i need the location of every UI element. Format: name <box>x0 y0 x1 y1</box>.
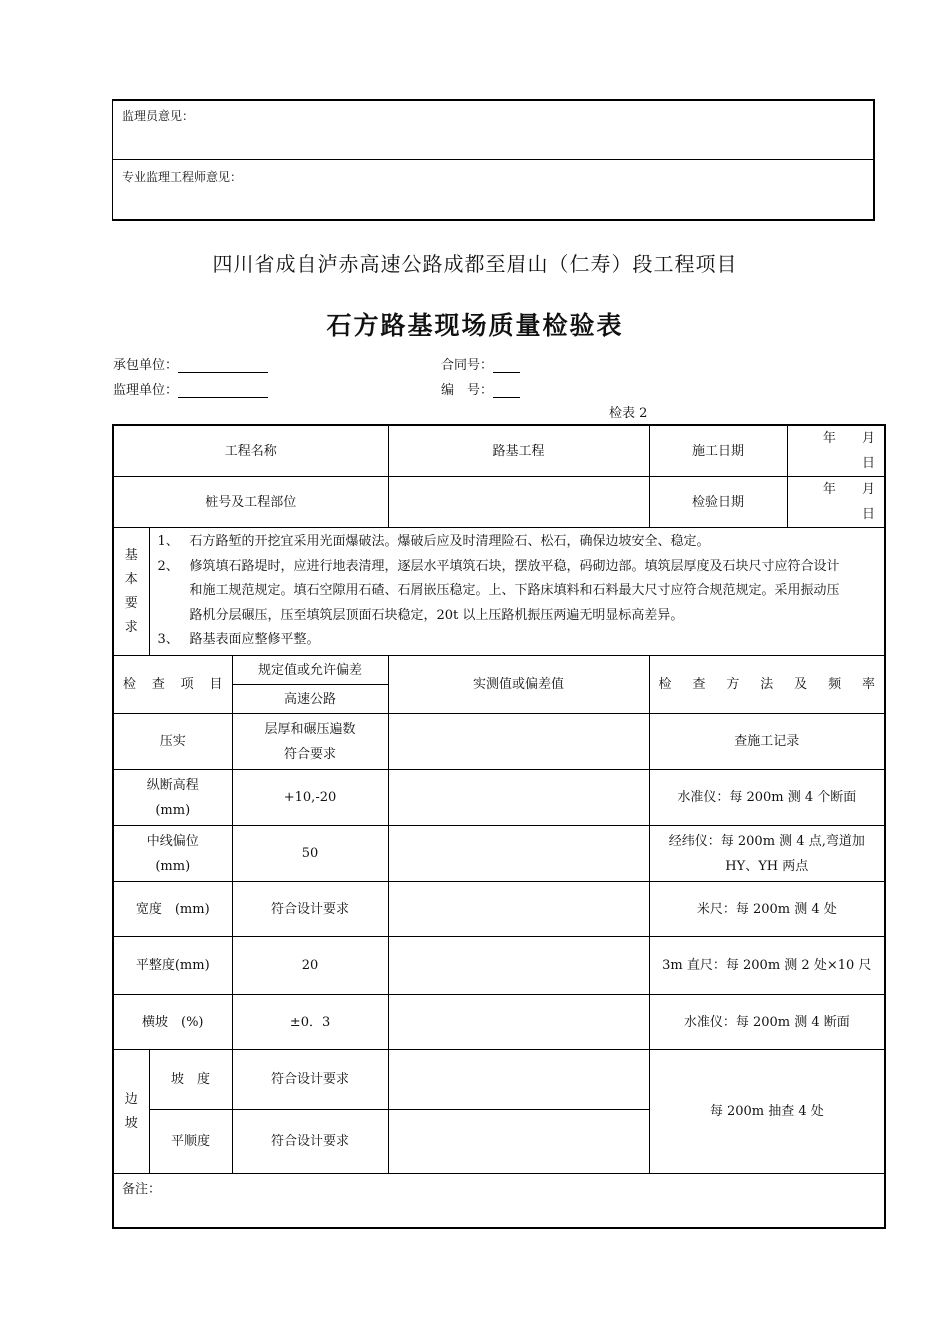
requirement-2-cont: 路机分层碾压，压至填筑层顶面石块稳定，20t 以上压路机振压两遍无明显标高差异。 <box>189 607 684 623</box>
supervisor-unit-label: 监理单位： <box>113 383 179 398</box>
col-item-header: 检 查 项 目 <box>113 656 232 714</box>
month-label: 月 <box>862 431 876 446</box>
table-row <box>113 770 885 826</box>
measured-flatness[interactable] <box>388 937 649 995</box>
measured-cross-slope[interactable] <box>388 995 649 1050</box>
item-elevation: 纵断高程 (mm) <box>113 770 232 826</box>
day-label: 日 <box>862 456 876 471</box>
col-highway-header: 高速公路 <box>232 685 388 714</box>
method-compaction: 查施工记录 <box>649 714 885 770</box>
contractor-field <box>113 354 268 373</box>
method-flatness: 3m 直尺：每 200m 测 2 处×10 尺 <box>649 937 885 995</box>
supervisor-unit-field <box>113 379 268 398</box>
station-label: 桩号及工程部位 <box>113 477 388 528</box>
spec-slope-smoothness: 符合设计要求 <box>232 1110 388 1174</box>
requirement-2-cont: 和施工规范规定。填石空隙用石碴、石屑嵌压稳定。上、下路床填料和石料最大尺寸应符合规范规定。采用振动压 <box>189 583 840 599</box>
contract-no-field <box>441 354 520 373</box>
item-width: 宽度 (mm) <box>113 882 232 937</box>
measured-slope-smoothness[interactable] <box>388 1110 649 1174</box>
measured-elevation[interactable] <box>388 770 649 826</box>
form-title: 石方路基现场质量检验表 <box>326 311 624 340</box>
project-title: 四川省成自泸赤高速公路成都至眉山（仁寿）段工程项目 <box>212 252 738 276</box>
method-slope: 每 200m 抽查 4 处 <box>649 1050 885 1174</box>
col-measured-header: 实测值或偏差值 <box>388 656 649 714</box>
spec-elevation: +10,-20 <box>232 770 388 826</box>
remark-row <box>113 1174 885 1228</box>
table-row <box>113 826 885 882</box>
col-spec-header: 规定值或允许偏差 <box>232 656 388 685</box>
contract-no-label: 合同号： <box>441 358 494 373</box>
inspection-date-value[interactable] <box>787 477 885 528</box>
opinion-box <box>112 99 875 221</box>
spec-compaction: 层厚和碾压遍数 符合要求 <box>232 714 388 770</box>
requirement-3: 3、 路基表面应整修平整。 <box>157 632 320 648</box>
construction-date-label: 施工日期 <box>649 425 787 477</box>
spec-flatness: 20 <box>232 937 388 995</box>
year-label: 年 <box>822 431 836 446</box>
serial-no-label: 编 号： <box>441 383 494 398</box>
inspection-date-label: 检验日期 <box>649 477 787 528</box>
supervisor-opinion-label: 监理员意见： <box>122 109 195 123</box>
remark-label: 备注： <box>122 1182 162 1197</box>
year-label: 年 <box>822 482 836 497</box>
item-slope-smoothness: 平顺度 <box>149 1110 232 1174</box>
measured-centerline[interactable] <box>388 826 649 882</box>
contract-no-blank[interactable] <box>493 358 520 373</box>
col-method-header: 检 查 方 法 及 频 率 <box>649 656 885 714</box>
remark-cell[interactable] <box>113 1174 885 1228</box>
measured-slope-grade[interactable] <box>388 1050 649 1110</box>
table-row <box>113 937 885 995</box>
project-name-label: 工程名称 <box>113 425 388 477</box>
item-centerline: 中线偏位 (mm) <box>113 826 232 882</box>
slope-label: 边 坡 <box>113 1050 149 1174</box>
basic-requirements-row <box>113 528 885 656</box>
project-name-value: 路基工程 <box>388 425 649 477</box>
spec-centerline: 50 <box>232 826 388 882</box>
table-row <box>113 425 885 477</box>
item-slope-grade: 坡 度 <box>149 1050 232 1110</box>
inspection-table <box>112 424 886 1229</box>
table-row <box>113 995 885 1050</box>
engineer-opinion-label: 专业监理工程师意见： <box>122 170 243 184</box>
method-cross-slope: 水准仪：每 200m 测 4 断面 <box>649 995 885 1050</box>
construction-date-value[interactable] <box>787 425 885 477</box>
item-cross-slope: 横坡 (%) <box>113 995 232 1050</box>
contractor-label: 承包单位： <box>113 358 179 373</box>
basic-requirements-label: 基 本 要 求 <box>113 528 149 656</box>
spec-cross-slope: ±0．3 <box>232 995 388 1050</box>
item-compaction: 压实 <box>113 714 232 770</box>
method-centerline: 经纬仪：每 200m 测 4 点,弯道加 HY、YH 两点 <box>649 826 885 882</box>
measured-compaction[interactable] <box>388 714 649 770</box>
table-row <box>113 1050 885 1110</box>
station-value[interactable] <box>388 477 649 528</box>
requirement-1: 1、 石方路堑的开挖宜采用光面爆破法。爆破后应及时清理险石、松石，确保边坡安全、稳定。 <box>157 534 710 550</box>
table-row <box>113 477 885 528</box>
measured-width[interactable] <box>388 882 649 937</box>
serial-no-blank[interactable] <box>493 383 520 398</box>
basic-requirements-text <box>149 528 885 656</box>
table-row <box>113 714 885 770</box>
form-number: 检表 2 <box>609 406 648 421</box>
method-elevation: 水准仪：每 200m 测 4 个断面 <box>649 770 885 826</box>
header-row <box>113 656 885 685</box>
serial-no-field <box>441 379 520 398</box>
contractor-blank[interactable] <box>178 358 268 373</box>
spec-slope-grade: 符合设计要求 <box>232 1050 388 1110</box>
spec-width: 符合设计要求 <box>232 882 388 937</box>
requirement-2: 2、 修筑填石路堤时，应进行地表清理，逐层水平填筑石块，摆放平稳，码砌边部。填筑层厚度及石块尺寸应符合设计 <box>157 558 840 574</box>
month-label: 月 <box>862 482 876 497</box>
method-width: 米尺：每 200m 测 4 处 <box>649 882 885 937</box>
item-flatness: 平整度(mm) <box>113 937 232 995</box>
opinion-divider <box>113 159 873 160</box>
day-label: 日 <box>862 507 876 522</box>
supervisor-unit-blank[interactable] <box>178 383 268 398</box>
table-row <box>113 882 885 937</box>
